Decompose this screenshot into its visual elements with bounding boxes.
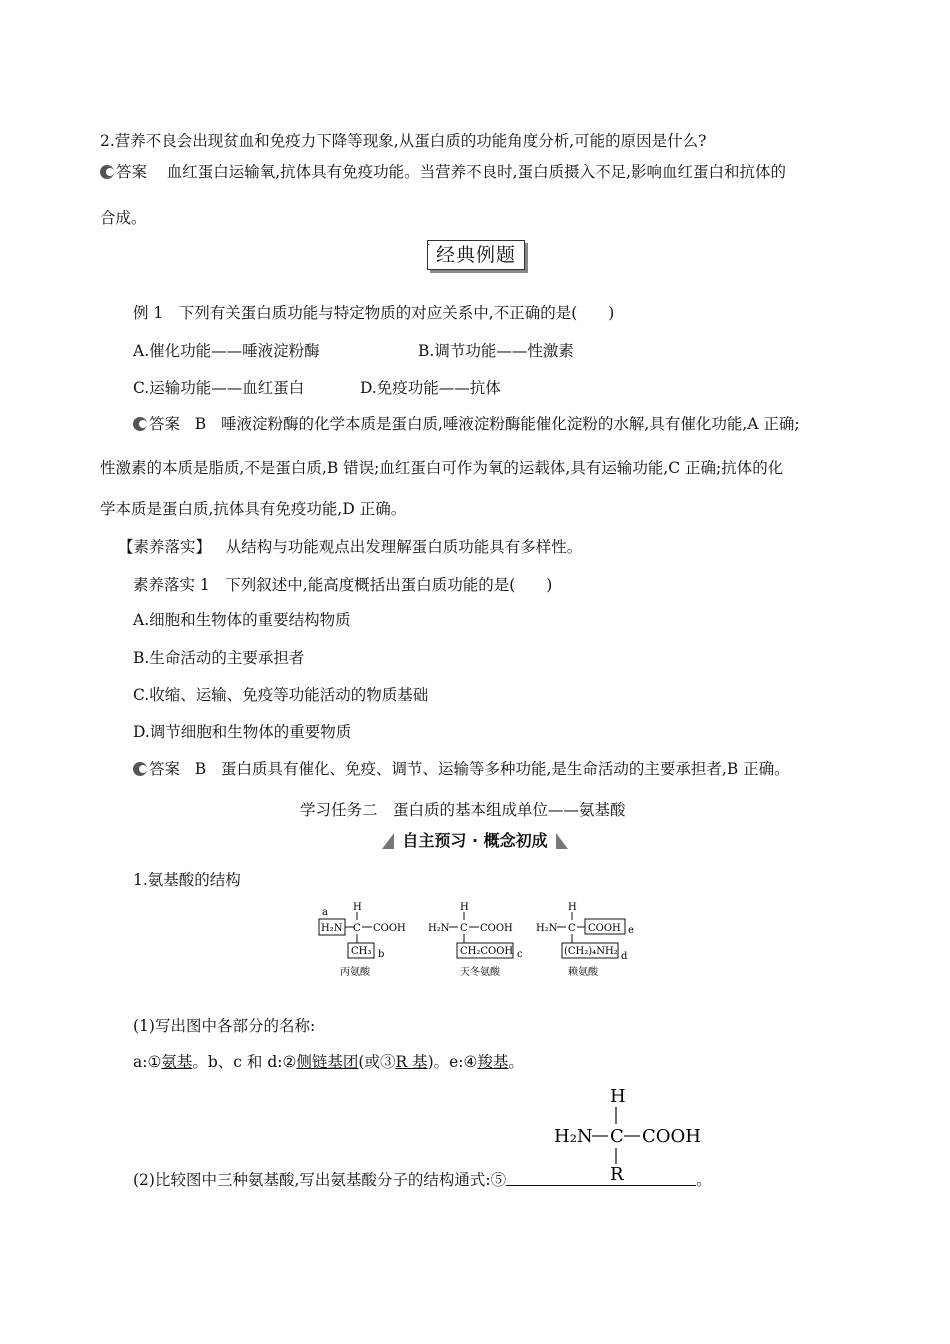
mark-b: b xyxy=(378,949,385,960)
aspartic-acid-structure xyxy=(428,902,523,978)
literacy-question: 素养落实 1 下列叙述中,能高度概括出蛋白质功能的是( ) xyxy=(133,576,553,594)
sentence-end: 。 xyxy=(508,1053,524,1071)
lysine-carboxyl: COOH xyxy=(588,923,621,934)
blank-3-answer: R 基 xyxy=(395,1053,428,1071)
amino-acid-structures-diagram xyxy=(310,895,640,985)
answer-label: 答案 xyxy=(116,163,148,181)
example-1-stem: 例 1 下列有关蛋白质功能与特定物质的对应关系中,不正确的是( ) xyxy=(133,304,615,322)
blank-2-prefix: 。b、c 和 d:② xyxy=(192,1053,297,1071)
alanine-carboxyl: COOH xyxy=(373,923,406,934)
blank-2-answer: 侧链基团 xyxy=(296,1053,359,1071)
formula-h: H xyxy=(610,1086,626,1107)
classic-example-banner xyxy=(427,240,525,270)
example-1-explanation-2: 性激素的本质是脂质,不是蛋白质,B 错误;血红蛋白可作为氧的运载体,具有运输功能,C 正确;抗体的化 xyxy=(100,459,784,477)
lysine-amino: H₂N xyxy=(536,923,558,934)
aspartic-carboxyl: COOH xyxy=(480,923,513,934)
alanine-structure xyxy=(319,902,406,978)
sub-question-1-answers xyxy=(133,1052,524,1072)
blank-1-prefix: a:① xyxy=(133,1053,162,1071)
formula-blank-line xyxy=(506,1171,696,1186)
aspartic-c: C xyxy=(460,923,468,934)
q2-answer-line xyxy=(100,162,786,182)
blank-3-prefix: (或③ xyxy=(358,1053,396,1071)
banner-title: 经典例题 xyxy=(435,244,516,266)
lysine-c: C xyxy=(568,923,576,934)
item-1-title: 1.氨基酸的结构 xyxy=(133,871,241,889)
formula-carboxyl: COOH xyxy=(642,1126,701,1147)
lysine-structure xyxy=(536,902,634,978)
formula-carbon: C xyxy=(610,1126,624,1147)
example-1-option-d: D.免疫功能——抗体 xyxy=(360,379,501,397)
tick-icon: ˙ xyxy=(426,242,433,255)
aspartic-amino: H₂N xyxy=(428,923,450,934)
lysine-name: 赖氨酸 xyxy=(568,967,598,978)
answer-icon xyxy=(133,762,147,776)
answer-label: 答案 xyxy=(149,415,181,433)
example-1-answer xyxy=(133,414,800,434)
mark-e: e xyxy=(628,925,634,936)
literacy-answer xyxy=(133,759,790,779)
sub-question-2 xyxy=(133,1170,712,1190)
alanine-side-chain: CH₃ xyxy=(351,946,372,957)
alanine-amino: H₂N xyxy=(321,923,343,934)
example-1-option-b: B.调节功能——性激素 xyxy=(418,342,574,360)
aspartic-name: 天冬氨酸 xyxy=(460,967,500,978)
task-2-title: 学习任务二 蛋白质的基本组成单位——氨基酸 xyxy=(300,801,626,819)
answer-label: 答案 xyxy=(149,760,181,778)
answer-key: B xyxy=(194,760,207,778)
literacy-option-b: B.生命活动的主要承担者 xyxy=(133,649,305,667)
literacy-note xyxy=(118,537,582,557)
mark-a: a xyxy=(322,907,328,918)
q2-answer-text: 血红蛋白运输氧,抗体具有免疫功能。当营养不良时,蛋白质摄入不足,影响血红蛋白和抗体的 xyxy=(166,163,787,181)
lysine-side-chain: (CH₂)₄NH₂ xyxy=(564,946,618,957)
alanine-c: C xyxy=(353,923,361,934)
formula-r: R xyxy=(610,1164,624,1185)
blank-1-answer: 氨基 xyxy=(161,1053,193,1071)
literacy-option-a: A.细胞和生物体的重要结构物质 xyxy=(133,611,351,629)
example-1-option-a: A.催化功能——唾液淀粉酶 xyxy=(133,342,320,360)
example-1-explanation-3: 学本质是蛋白质,抗体具有免疫功能,D 正确。 xyxy=(100,500,407,518)
section-header xyxy=(380,829,570,853)
sub-question-1: (1)写出图中各部分的名称: xyxy=(133,1017,316,1035)
example-1-option-c: C.运输功能——血红蛋白 xyxy=(133,379,305,397)
literacy-option-d: D.调节细胞和生物体的重要物质 xyxy=(133,723,352,741)
sentence-end: 。 xyxy=(696,1171,712,1189)
mark-c: c xyxy=(517,949,523,960)
q2-answer-line-2: 合成。 xyxy=(100,209,147,227)
blank-4-prefix: )。e:④ xyxy=(427,1053,478,1071)
mark-d: d xyxy=(621,951,628,962)
answer-icon xyxy=(133,417,147,431)
triangle-left-icon xyxy=(382,833,394,849)
section-header-text: 自主预习 · 概念初成 xyxy=(402,831,548,850)
literacy-option-c: C.收缩、运输、免疫等功能活动的物质基础 xyxy=(133,686,429,704)
aspartic-h: H xyxy=(460,902,469,913)
answer-icon xyxy=(100,165,114,179)
triangle-right-icon xyxy=(556,833,568,849)
explanation: 唾液淀粉酶的化学本质是蛋白质,唾液淀粉酶能催化淀粉的水解,具有催化功能,A 正确; xyxy=(220,415,800,433)
formula-amino: H₂N xyxy=(554,1126,593,1147)
alanine-h: H xyxy=(353,902,362,913)
lysine-h: H xyxy=(568,902,577,913)
explanation: 蛋白质具有催化、免疫、调节、运输等多种功能,是生命活动的主要承担者,B 正确。 xyxy=(220,760,790,778)
blank-4-answer: 羧基 xyxy=(477,1053,509,1071)
answer-key: B xyxy=(194,415,207,433)
aspartic-side-chain: CH₂COOH xyxy=(460,946,514,957)
literacy-label: 【素养落实】 xyxy=(118,538,212,556)
sub-question-2-text: (2)比较图中三种氨基酸,写出氨基酸分子的结构通式:⑤ xyxy=(133,1171,507,1189)
alanine-name: 丙氨酸 xyxy=(340,967,370,978)
question-2: 2.营养不良会出现贫血和免疫力下降等现象,从蛋白质的功能角度分析,可能的原因是什么? xyxy=(100,132,707,150)
literacy-text: 从结构与功能观点出发理解蛋白质功能具有多样性。 xyxy=(225,538,583,556)
